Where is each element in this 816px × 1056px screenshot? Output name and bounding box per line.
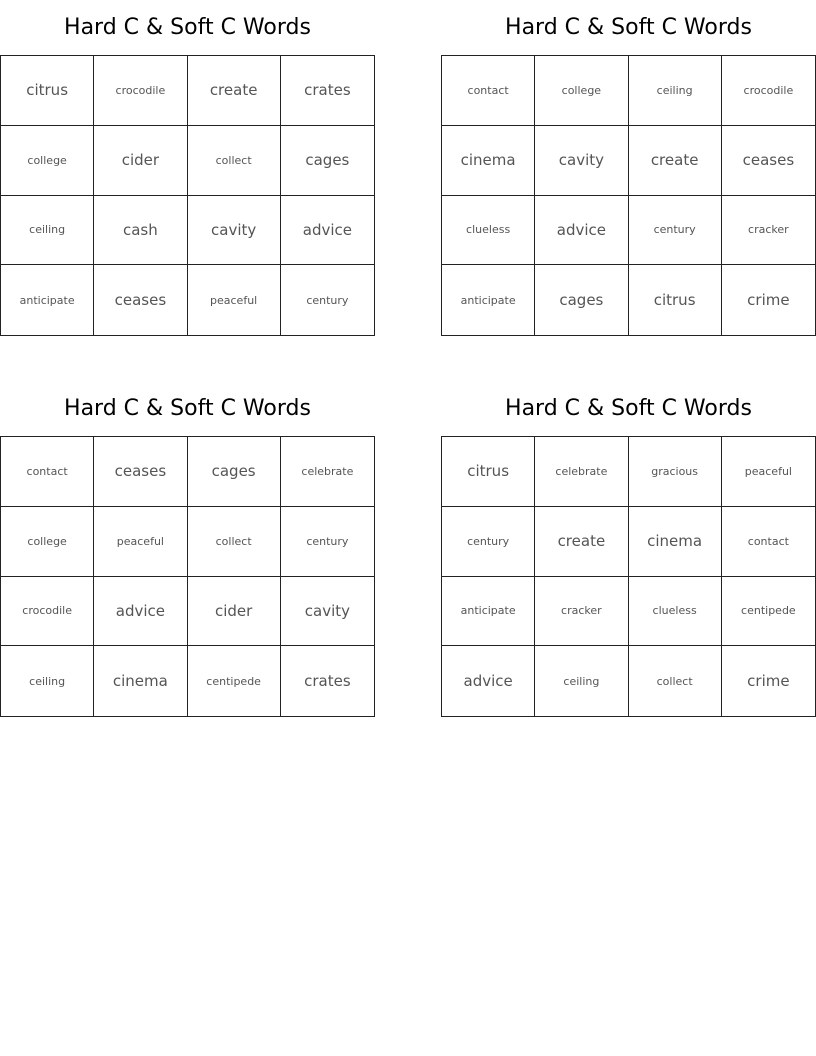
word-cell: ceiling: [1, 196, 94, 266]
word-cell: century: [281, 507, 374, 577]
word-cell: centipede: [722, 577, 815, 647]
word-cell: century: [442, 507, 535, 577]
word-cell: cinema: [629, 507, 722, 577]
word-cell: college: [1, 126, 94, 196]
word-cell: crocodile: [1, 577, 94, 647]
bingo-card-3: [0, 381, 375, 717]
word-cell: create: [629, 126, 722, 196]
bingo-card-2: [441, 0, 816, 336]
word-cell: celebrate: [281, 437, 374, 507]
word-cell: contact: [1, 437, 94, 507]
word-cell: centipede: [188, 646, 281, 716]
word-cell: college: [535, 56, 628, 126]
word-cell: crates: [281, 56, 374, 126]
word-cell: cavity: [281, 577, 374, 647]
word-grid: [441, 55, 816, 336]
word-cell: ceiling: [629, 56, 722, 126]
word-cell: crime: [747, 291, 790, 310]
word-cell: citrus: [629, 265, 722, 335]
word-cell: ceiling: [535, 646, 628, 716]
card-title: Hard C & Soft C Words: [64, 15, 311, 40]
word-cell: anticipate: [442, 265, 535, 335]
word-cell: cavity: [188, 196, 281, 266]
word-cell: cracker: [535, 577, 628, 647]
word-cell: gracious: [629, 437, 722, 507]
word-cell: college: [1, 507, 94, 577]
word-cell: cages: [535, 265, 628, 335]
card-title: Hard C & Soft C Words: [505, 15, 752, 40]
word-grid: [0, 55, 375, 336]
word-cell: clueless: [629, 577, 722, 647]
word-cell: crime: [747, 672, 790, 691]
word-cell: clueless: [442, 196, 535, 266]
word-cell: anticipate: [442, 577, 535, 647]
word-cell: contact: [722, 507, 815, 577]
word-cell: anticipate: [1, 265, 94, 335]
word-cell: century: [306, 293, 349, 307]
word-cell: citrus: [1, 56, 94, 126]
word-cell: peaceful: [722, 437, 815, 507]
word-cell: cinema: [94, 646, 187, 716]
word-cell: peaceful: [188, 265, 281, 335]
word-cell: advice: [281, 196, 374, 266]
word-cell: cages: [281, 126, 374, 196]
word-cell: citrus: [442, 437, 535, 507]
word-cell: crates: [304, 672, 351, 691]
word-cell: celebrate: [535, 437, 628, 507]
word-cell: ceases: [94, 265, 187, 335]
word-cell: advice: [535, 196, 628, 266]
bingo-card-1: [0, 0, 375, 336]
word-cell: century: [629, 196, 722, 266]
word-cell: collect: [188, 126, 281, 196]
word-cell: ceases: [94, 437, 187, 507]
word-cell: cages: [188, 437, 281, 507]
card-title: Hard C & Soft C Words: [505, 396, 752, 421]
word-cell: crocodile: [722, 56, 815, 126]
word-cell: ceiling: [1, 646, 94, 716]
word-cell: create: [188, 56, 281, 126]
word-cell: cider: [188, 577, 281, 647]
word-cell: ceases: [722, 126, 815, 196]
word-cell: peaceful: [94, 507, 187, 577]
card-title: Hard C & Soft C Words: [64, 396, 311, 421]
word-cell: cider: [94, 126, 187, 196]
word-cell: create: [535, 507, 628, 577]
word-cell: cinema: [442, 126, 535, 196]
word-cell: collect: [188, 507, 281, 577]
word-cell: collect: [629, 646, 722, 716]
word-cell: cracker: [722, 196, 815, 266]
word-cell: cash: [94, 196, 187, 266]
word-cell: cavity: [535, 126, 628, 196]
word-grid: [0, 436, 375, 717]
bingo-card-4: [441, 381, 816, 717]
word-cell: advice: [442, 646, 535, 716]
word-cell: contact: [442, 56, 535, 126]
word-cell: advice: [94, 577, 187, 647]
word-grid: [441, 436, 816, 717]
word-cell: crocodile: [94, 56, 187, 126]
